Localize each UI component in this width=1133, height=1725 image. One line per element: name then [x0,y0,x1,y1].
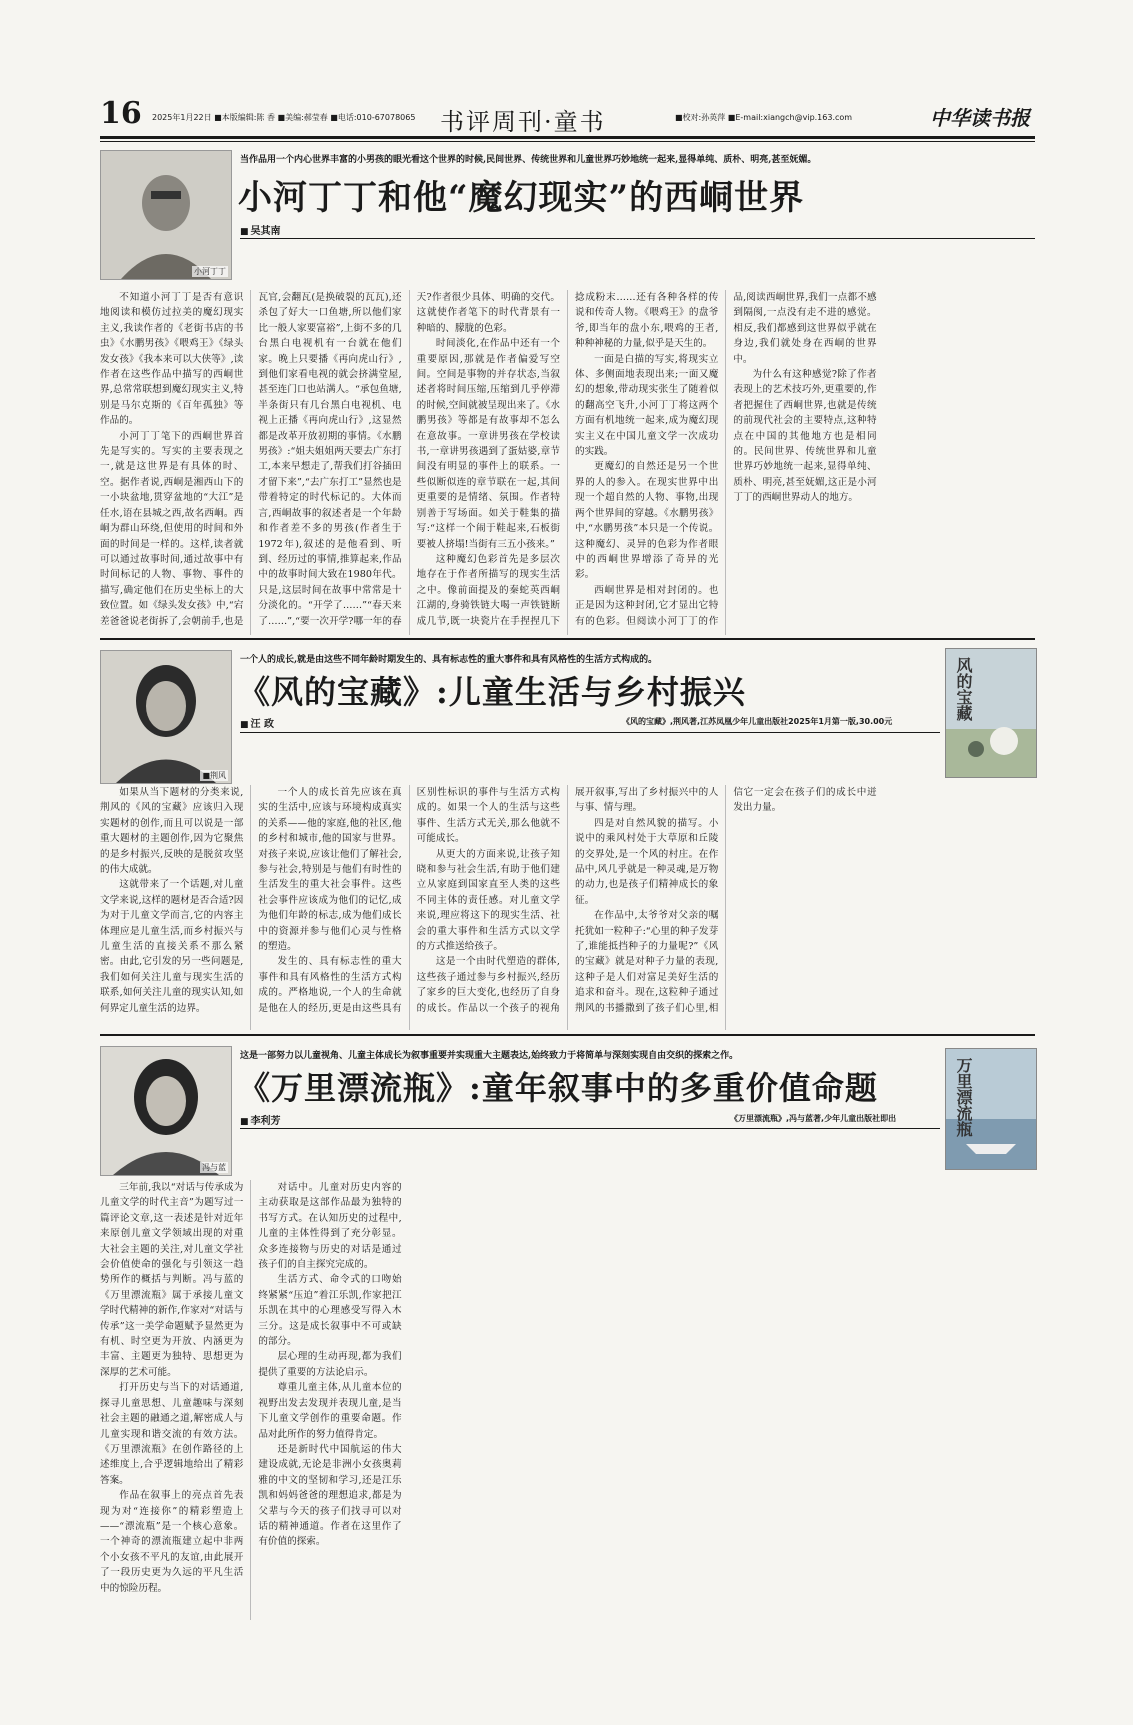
paragraph: 对话中。儿童对历史内容的主动获取是这部作品最为独特的书写方式。在认知历史的过程中,儿童的主体性得到了充分彰显。众多连接物与历史的对话是通过孩子们的自主探究完成的。 [258,1182,402,1271]
paragraph: 一面是白描的写实,将现实立体、多侧面地表现出来;一面又魔幻的想象,带动现实张生了随着似的翻高空飞升,小河丁丁将这两个方面有机地统一起来,成为魔幻现实主义在中国儿童文学一次成功的实践。 [574,353,719,458]
paragraph: 小河丁丁笔下的西峒世界首先是写实的。写实的主要表现之一,就是这世界是有具体的时、空。据作者说,西峒是湘西山下的一小块盆地,贯穿盆地的“大江”是任水,语在县城之西,故名西峒。西峒为群山环绕,但使用的时间和外面的时间是一样的。这样,读者就可以通过故事时间,通过故事中有时间标记的人物、事物、事件的描写,确定他们在历史坐标上的大致位置。如《绿头发女孩》中,“宕差爸爸说老街拆了,会朝前手,也是瓦官,会翻瓦(是换破裂的瓦瓦),还杀包了好大一口鱼塘,所以他们家比一般人家要富裕”,上街不多的几台黑白电视机有一台就在他们家。晚上只要播《再向虎山行》,到他们家看电视的就会挤满堂屋,甚至连门口也站满人。“承包鱼塘,半条街只有几台黑白电视机、电视上正播《再向虎山行》,这显然都是改革开放初期的事情。《水鹏男孩》:“姐夫姐姐两天要去广东打工,本来早想走了,帮我们打谷插田才留下来”,“去广东打工”显然也是带着特定的时代标记的。大体而言,西峒故事的叙述者是一个年龄和作者差不多的男孩(作者生于1972年),叙述的是他看到、听到、经历过的事情,推算起来,作品中的故事时间大致在1980年代。只是,这层时间在故事中常常是十分淡化的。“开学了……”“春天来了……”,“要一次开学?哪一年的春天?作者很少具体、明确的交代。这就使作者笔下的时代背景有一种暗的、朦胧的色彩。 [100,292,560,627]
paragraph: 这就带来了一个话题,对儿童文学来说,这样的题材是否合适?因为对于儿童文学而言,它的内容主体理应是儿童生活,而乡村振兴与儿童生活的直接关系不那么紧密。由此,它引发的另一些问题是,我们如何关注儿童与现实生活的联系,如何关注儿童的现实认知,如何界定儿童生活的边界。 [100,879,244,1014]
paragraph: 三年前,我以“对话与传承成为儿童文学的时代主音”为题写过一篇评论文章,这一表述是针对近年来原创儿童文学领域出现的对重大社会主题的关注,对儿童文学社会价值使命的强化与引领这一趋势所作的概括与判断。冯与蓝的《万里漂流瓶》属于承接儿童文学时代精神的新作,作家对“对话与传承”这一美学命题赋予显然更为有机、时空更为开放、内涵更为丰富、主题更为独特、思想更为深厚的艺术可能。 [100,1182,244,1378]
photo-caption: ■荆风 [202,771,226,780]
author-photo [100,150,232,280]
paragraph: 还是新时代中国航运的伟大建设成就,无论是非洲小女孩奥莉雅的中文的坚韧和学习,还是江乐凯和妈妈爸爸的理想追求,都是为父辈与今天的孩子们找寻可以对话的精神通道。作者在这里作了有价值的探索。 [258,1443,402,1548]
paragraph: 生活方式、命令式的口吻始终紧紧“压迫”着江乐凯,作家把江乐凯在其中的心理感受写得入木三分。这是成长叙事中不可或缺的部分。 [258,1274,402,1348]
paragraph: 作品在叙事上的亮点首先表现为对“连接你”的精彩塑造上——“漂流瓶”是一个核心意象。一个神奇的漂流瓶建立起中非两个小女孩不平凡的友谊,由此展开了一段历史更为久远的平凡生活中的惊险历程。 [100,1490,244,1594]
article-author: ■ 汪 政 [240,715,274,730]
book-cover [945,648,1037,778]
headline-rule [240,732,940,733]
masthead-rule-thin [100,141,1035,142]
section-divider [100,638,1035,640]
paragraph: 尊重儿童主体,从儿童本位的视野出发去发现并表现儿童,是当下儿童文学创作的重要命题。作品对此所作的努力值得肯定。 [258,1382,402,1440]
portrait-graphic [101,1047,231,1175]
section-divider [100,1034,1035,1036]
author-photo [100,650,232,784]
paragraph: 一个人的成长首先应该在真实的生活中,应该与环境构成真实的关系——他的家庭,他的社区,他的乡村和城市,他的国家与世界。对孩子来说,应该让他们了解社会,参与社会,特别是与他们有时性的生活发生的重大社会事件。这些社会事件应该成为他们的记忆,成为他们年龄的标志,成为他们成长中的资源并参与他们心灵与性格的塑造。 [258,787,402,953]
paragraph: 时间淡化,在作品中还有一个重要原因,那就是作者偏爱写空间。空间是事物的并存状态,当叙述者将时间压缩,压缩到几乎停滞的时候,空间就被呈现出来了。《水鹏男孩》等都是有故事却不怎么在意故事。一章讲男孩在学校读书,一章讲男孩遇到了蛋姑婆,章节间没有明显的事件上的联系。一些似断似连的章节联在一起,其间更重要的是情绪、氛围。作者特别善于写场面。如关于鞋集的描写:“这样一个闹于鞋起来,石板街要被人挤塌!当街有三五小孩来。” [416,338,560,550]
paragraph: 这是一个由时代塑造的群体,这些孩子通过参与乡村振兴,经历了家乡的巨大变化,也经历了自身的成长。作品以一个孩子的视角展开叙事,写出了乡村振兴中的人与事、情与理。 [416,787,719,1014]
paragraph: 更魔幻的自然还是另一个世界的人的参入。在现实世界中出现一个超自然的人物、事物,出现两个世界间的穿越。《水鹏男孩》中,“水鹏男孩”本只是一个传说。这种魔幻、灵异的色彩为作者眼中的西峒世界增添了奇异的光彩。 [574,461,719,581]
issue-info: 2025年1月22日 ■本版编辑:陈 香 ■美编:郝莹春 ■电话:010-67078065 [152,113,416,122]
article-headline: 《万里漂流瓶》:童年叙事中的多重价值命题 [238,1069,878,1107]
proof-info: ■校对:孙英萍 ■E-mail:xiangch@vip.163.com [675,113,853,122]
book-cover [945,1048,1037,1170]
portrait-graphic [101,151,231,279]
paragraph: 这种魔幻色彩首先是多层次地存在于作者所描写的现实生活之中。像前面提及的秦蛇英西峒江湖的,身骑铁链大喝一声铁链断成几节,既一块瓷片在手捏捏几下捻成粉末……还有各种各样的传说和传奇人物。《喂鸡王》的盘爷爷,即当年的盘小东,喂鸡的王者,种种神秘的力量,似乎是天生的。 [416,292,719,627]
headline-rule [240,1128,940,1129]
paragraph: 打开历史与当下的对话通道,探寻儿童思想、儿童趣味与深刻社会主题的融通之道,解密成人与儿童实现和谐交流的有效方法。《万里漂流瓶》在创作路径的上述维度上,合乎逻辑地给出了精彩答案。 [100,1382,244,1486]
article-headline: 小河丁丁和他“魔幻现实”的西峒世界 [238,178,805,218]
paragraph: 发生的、具有标志性的重大事件和具有风格性的生活方式构成的。严格地说,一个人的生命就是他在人的经历,更是由这些具有区别性标识的事件与生活方式构成的。如果一个人的生活与这些事件、生活方式无关,那么他就不可能成长。 [258,787,560,1014]
column-title: 书评周刊·童书 [440,108,606,136]
photo-caption: 冯与蓝 [202,1163,226,1172]
paragraph: 四是对自然风貌的描写。小说中的乘风村处于大草原和丘陵的交界处,是一个风的村庄。在作品中,风几乎就是一种灵魂,是万物的动力,也是孩子们精神成长的象征。 [574,817,719,906]
article-lead: 这是一部努力以儿童视角、儿童主体成长为叙事重要并实现重大主题表达,始终致力于将简单与深刻实现自由交织的探索之作。 [240,1051,739,1061]
article-body [100,290,1035,635]
photo-caption: 小河丁丁 [194,267,226,276]
paragraph: 层心理的生动再现,都为我们提供了重要的方法论启示。 [258,1351,402,1378]
headline-rule [240,238,1035,239]
author-photo [100,1046,232,1176]
book-info: 《风的宝藏》,荆风著,江苏凤凰少年儿童出版社2025年1月第一版,30.00元 [622,717,893,726]
article-lead: 一个人的成长,就是由这些不同年龄时期发生的、具有标志性的重大事件和具有风格性的生活方式构成的。 [240,655,658,665]
article-body [100,785,1035,1030]
paragraph: 如果从当下题材的分类来说,荆风的《风的宝藏》应该归入现实题材的创作,而且可以说是一部重大题材的主题创作,因为它聚焦的是乡村振兴,反映的是脱贫攻坚的伟大成就。 [100,787,244,876]
cover-title: 风的宝藏 [954,657,973,721]
article-author: ■ 吴其南 [240,222,281,237]
paragraph: 在作品中,太爷爷对父亲的嘱托犹如一粒种子:“心里的种子发芽了,谁能抵挡种子的力量呢?”《风的宝藏》就是对种子力量的表现,这种子是人们对富足美好生活的追求和奋斗。现在,这粒种子通过荆风的书播撒到了孩子们心里,相信它一定会在孩子们的成长中迸发出力量。 [574,787,877,1014]
article-lead: 当作品用一个内心世界丰富的小男孩的眼光看这个世界的时候,民间世界、传统世界和儿童世界巧妙地统一起来,显得单纯、质朴、明亮,甚至妩媚。 [240,155,817,165]
article-headline: 《风的宝藏》:儿童生活与乡村振兴 [238,673,746,711]
cover-title: 万里漂流瓶 [954,1057,973,1137]
page-number: 16 [100,96,142,131]
book-info: 《万里漂流瓶》,冯与蓝著,少年儿童出版社即出 [730,1114,897,1123]
article-author: ■ 李利芳 [240,1112,281,1127]
masthead [100,96,1035,136]
portrait-graphic [101,651,231,783]
paragraph: 不知道小河丁丁是否有意识地阅读和模仿过拉美的魔幻现实主义,我读作者的《老街书店的书虫》《水鹏男孩》《喂鸡王》《绿头发女孩》《我本来可以大侠等》,读作者在这些作品中描写的西峒世界,总常常联想到魔幻现实主义,特别是马尔克斯的《百年孤独》等作品的。 [100,292,244,427]
paragraph: 从更大的方面来说,让孩子知晓和参与社会生活,有助于他们建立从家庭到国家直至人类的这些不同主体的责任感。对儿童文学来说,理应将这下的现实生活、社会的重大事件和生活方式以文学的方式推送给孩子。 [416,848,560,953]
masthead-rule [100,136,1035,139]
paragraph: 西峒世界是相对封闭的。也正是因为这种封闭,它才显出它特有的色彩。但阅读小河丁丁的作品,阅读西峒世界,我们一点都不感到隔阂,一点没有走不进的感觉。相反,我们都感到这世界似乎就在身边,我们就处身在西峒的世界中。 [574,292,877,627]
article-body [100,1180,1035,1620]
newspaper-logo: 中华读书报 [930,106,1030,130]
paragraph: 为什么有这种感觉?除了作者表现上的艺术技巧外,更重要的,作者把握住了西峒世界,也就是传统的前现代社会的主要特点,这种特点在中国的其他地方也是相同的。民间世界、传统世界和儿童世界巧妙地统一起来,显得单纯、质朴、明亮,甚至妩媚,这正是小河丁丁的西峒世界动人的地方。 [733,369,877,504]
